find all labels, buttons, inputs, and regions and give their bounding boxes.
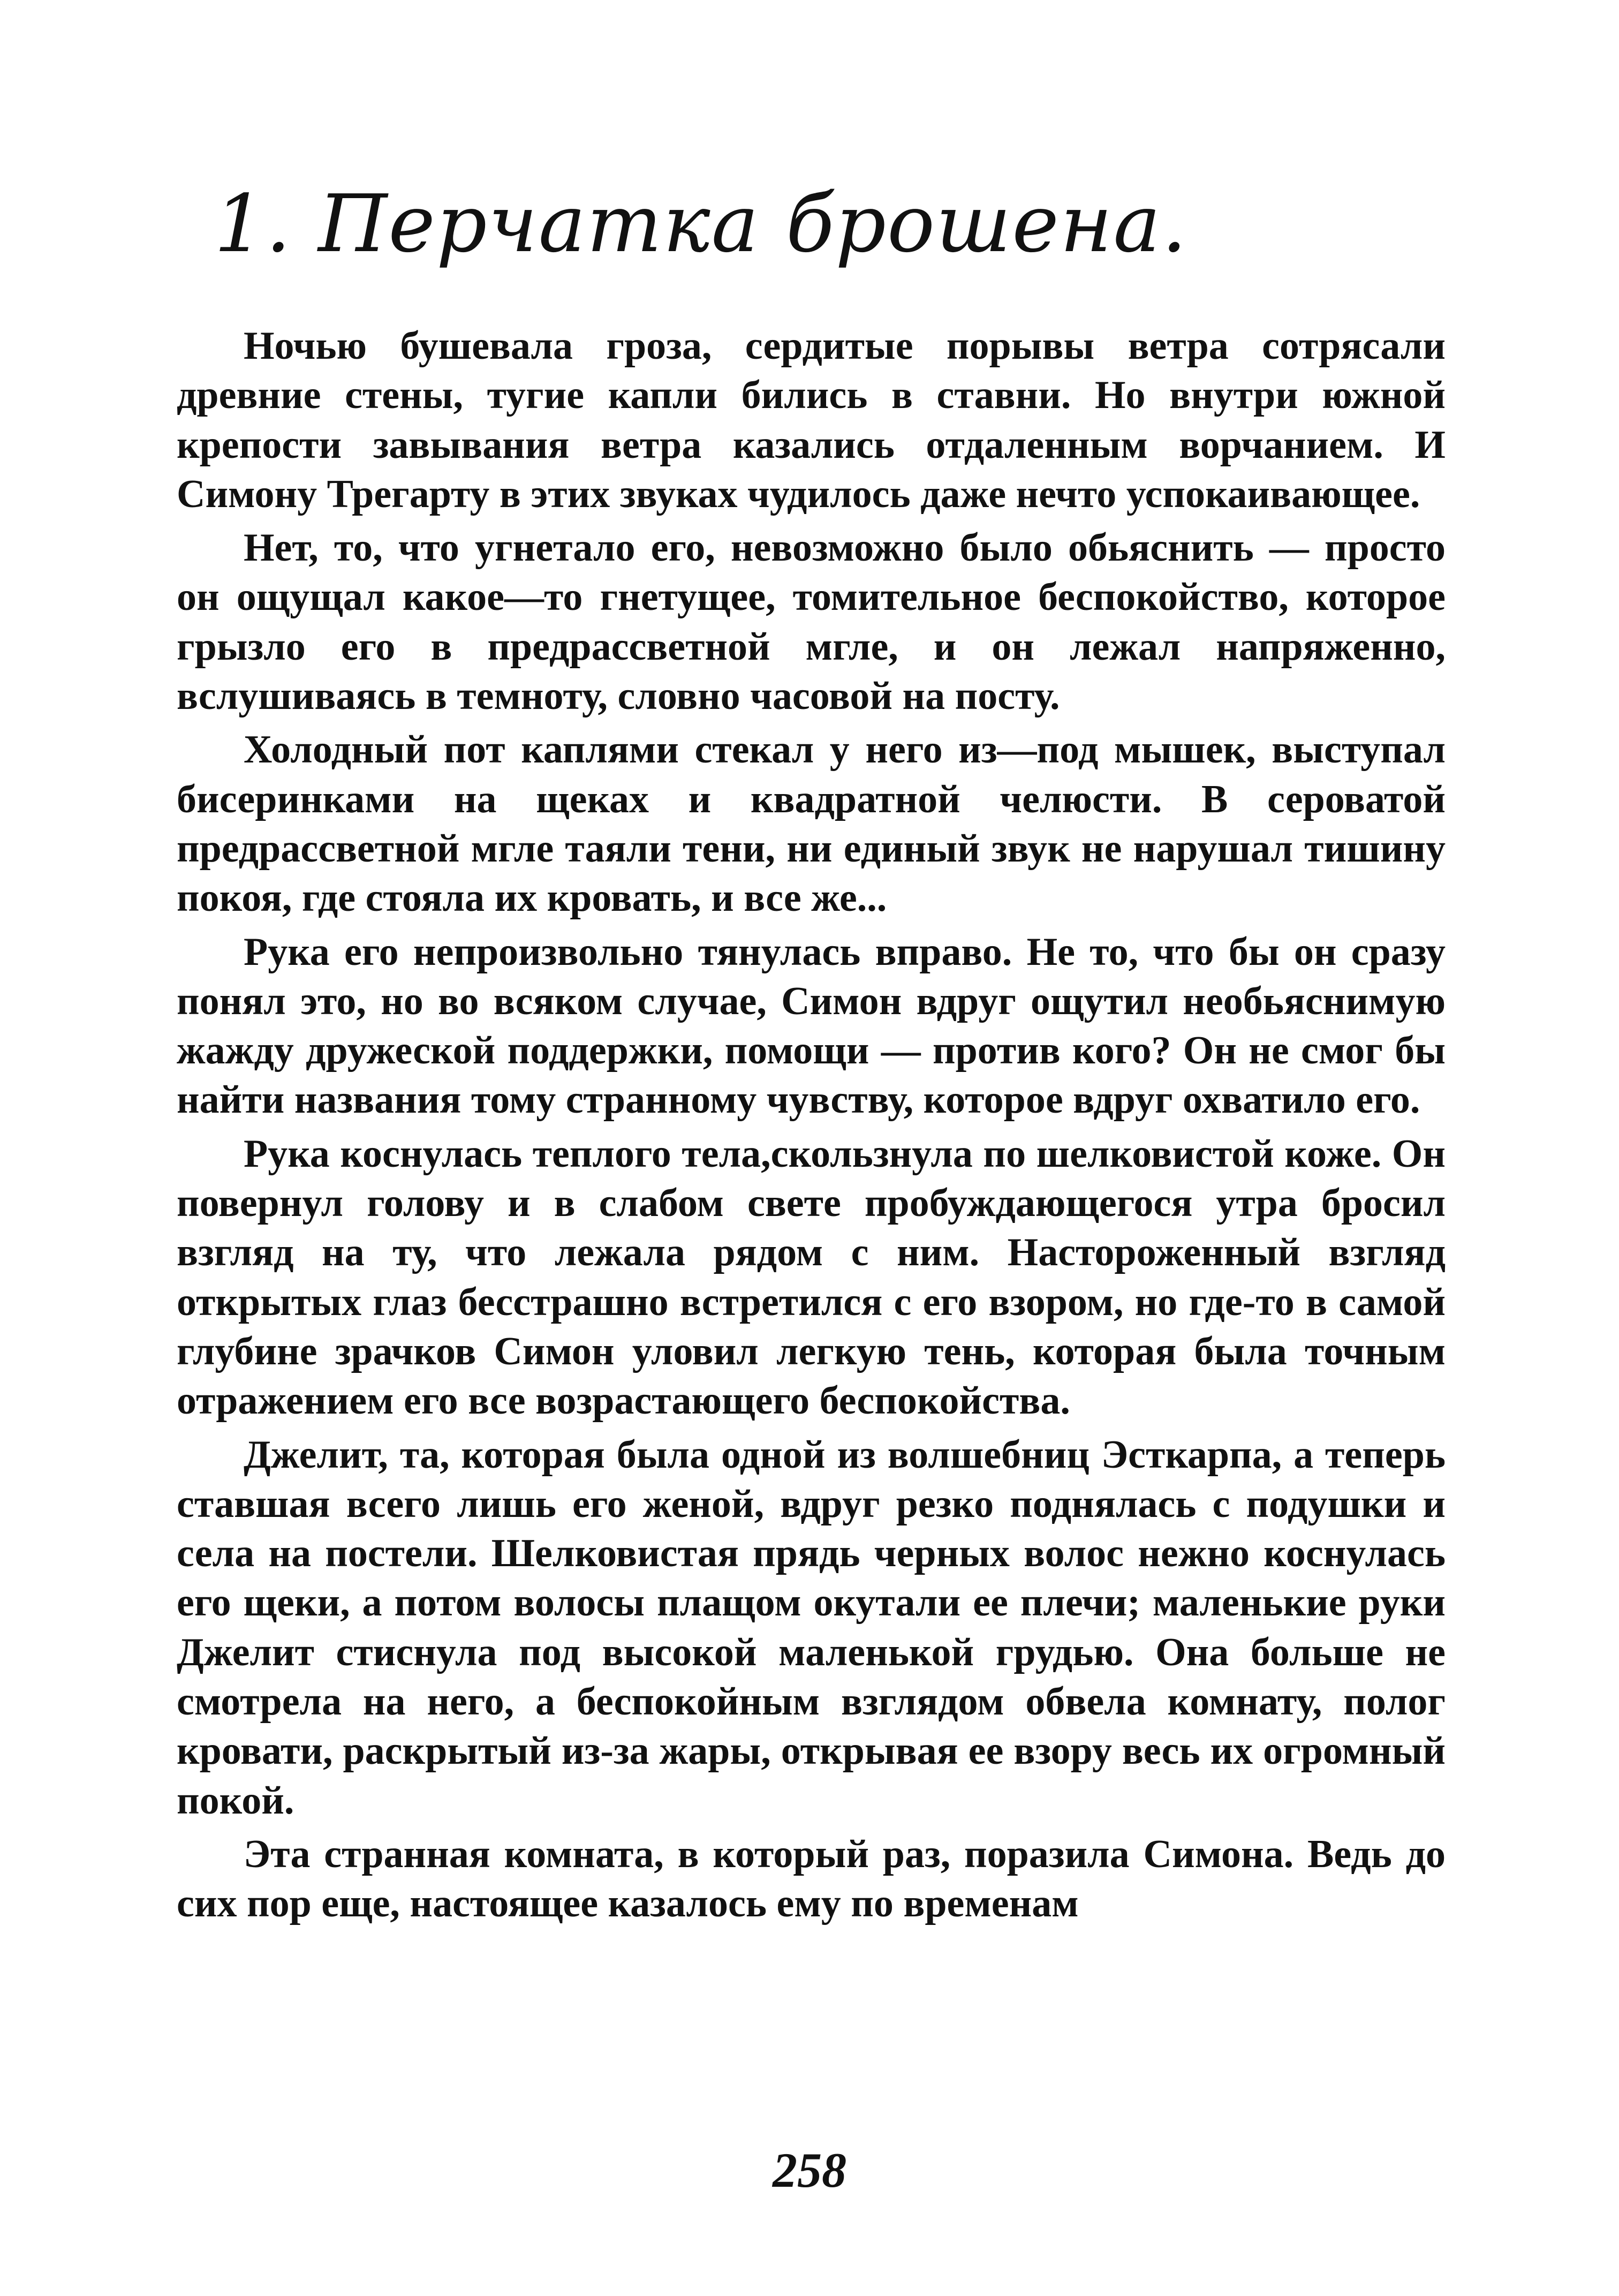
chapter-title: 1. Перчатка брошена. xyxy=(214,178,1188,270)
paragraph-6: Джелит, та, которая была одной из волшебниц Эсткарпа, а теперь ставшая всего лишь его женой, вдруг резко поднялась с подушки и села на постели. Шелковистая прядь черных волос нежно коснулась его щеки, а потом волосы плащом окутали ее плечи; маленькие руки Джелит стиснула под высокой маленькой грудью. Она больше не смотрела на него, а беспокойным взглядом обвела комнату, полог кровати, раскрытый из-за жары, открывая ее взору весь их огромный покой. xyxy=(177,1432,1446,1823)
paragraph-5: Рука коснулась теплого тела,скользнула по шелковистой коже. Он повернул голову и в слабом свете пробуждающегося утра бросил взгляд на ту, что лежала рядом с ним. Настороженный взгляд открытых глаз бесстрашно встретился с его взором, но где-то в самой глубине зрачков Симон уловил легкую тень, которая была точным отражением его все возрастающего беспокойства. xyxy=(177,1131,1446,1423)
paragraph-3: Холодный пот каплями стекал у него из—под мышек, выступал бисеринками на щеках и квадратной челюсти. В сероватой предрассветной мгле таяли тени, ни единый звук не нарушал тишину покоя, где стояла их кровать, и все же... xyxy=(177,728,1446,920)
paragraph-7: Эта странная комната, в который раз, поразила Симона. Ведь до сих пор еще, настоящее казалось ему по временам xyxy=(177,1832,1446,1926)
body-text xyxy=(177,321,1446,1933)
paragraph-2: Нет, то, что угнетало его, невозможно было обьяснить — просто он ощущал какое—то гнетущее, томительное беспокойство, которое грызло его в предрассветной мгле, и он лежал напряженно, вслушиваясь в темноту, словно часовой на посту. xyxy=(177,526,1446,719)
paragraph-1: Ночью бушевала гроза, сердитые порывы ветра сотрясали древние стены, тугие капли бились в ставни. Но внутри южной крепости завывания ветра казались отдаленным ворчанием. И Симону Трегарту в этих звуках чудилось даже нечто успокаивающее. xyxy=(177,324,1446,516)
page-number: 258 xyxy=(773,2143,846,2197)
paragraph-4: Рука его непроизвольно тянулась вправо. Не то, что бы он сразу понял это, но во всяком случае, Симон вдруг ощутил необьяснимую жажду дружеской поддержки, помощи — против кого? Он не смог бы найти названия тому странному чувству, которое вдруг охватило его. xyxy=(177,930,1446,1122)
